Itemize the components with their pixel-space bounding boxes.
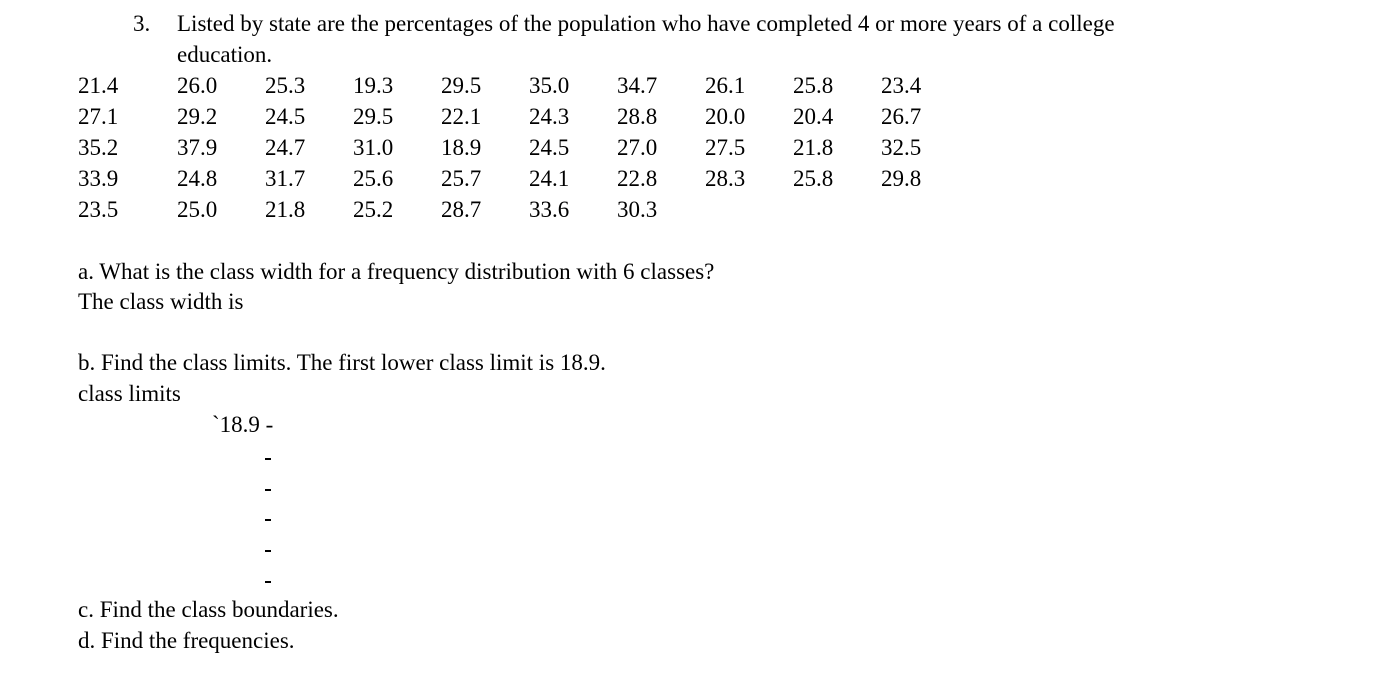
data-row: [78, 101, 969, 132]
data-value: 29.5: [441, 73, 482, 98]
question-text-line-2: education.: [177, 42, 273, 67]
data-value: 25.3: [265, 73, 306, 98]
data-value: 21.8: [265, 197, 306, 222]
data-value: 28.8: [617, 104, 658, 129]
data-value: 29.2: [177, 104, 218, 129]
data-value: 26.1: [705, 73, 746, 98]
data-value: 23.4: [881, 73, 922, 98]
data-value: 24.5: [265, 104, 306, 129]
data-value: 18.9: [441, 135, 482, 160]
data-value: 28.3: [705, 166, 746, 191]
data-value: 31.0: [353, 135, 394, 160]
data-row: [78, 70, 969, 101]
data-value: 27.1: [78, 104, 119, 129]
class-limit-dash: [265, 581, 271, 583]
part-c-question: c. Find the class boundaries.: [78, 597, 339, 622]
data-value: 37.9: [177, 135, 218, 160]
data-value: 26.0: [177, 73, 218, 98]
data-value: 26.7: [881, 104, 922, 129]
data-value: 33.9: [78, 166, 119, 191]
data-value: 23.5: [78, 197, 119, 222]
data-value: 25.8: [793, 166, 834, 191]
data-value: 31.7: [265, 166, 306, 191]
data-value: 21.4: [78, 73, 119, 98]
data-value: 25.7: [441, 166, 482, 191]
data-value: 27.5: [705, 135, 746, 160]
data-value: 24.3: [529, 104, 570, 129]
data-value: 24.8: [177, 166, 218, 191]
part-a-answer-prompt: The class width is: [78, 289, 244, 314]
data-row: [78, 132, 969, 163]
data-value: 20.4: [793, 104, 834, 129]
class-limit-dash: [265, 519, 271, 521]
part-b-question: b. Find the class limits. The first lower class limit is 18.9.: [78, 350, 606, 375]
class-limit-dash: [265, 458, 271, 460]
data-value: 24.1: [529, 166, 570, 191]
data-value: 30.3: [617, 197, 658, 222]
data-value: 24.7: [265, 135, 306, 160]
class-limits-label: class limits: [78, 381, 181, 406]
data-value: 28.7: [441, 197, 482, 222]
data-value: 25.6: [353, 166, 394, 191]
data-value: 34.7: [617, 73, 658, 98]
data-value: 33.6: [529, 197, 570, 222]
data-value: 25.2: [353, 197, 394, 222]
data-value: 35.0: [529, 73, 570, 98]
data-value: 21.8: [793, 135, 834, 160]
class-limit-dash: [265, 550, 271, 552]
class-limit-dash: [265, 489, 271, 491]
question-text-line-1: Listed by state are the percentages of the population who have completed 4 or more years of a college: [177, 11, 1115, 36]
data-value: 25.8: [793, 73, 834, 98]
data-value: 20.0: [705, 104, 746, 129]
data-value: 32.5: [881, 135, 922, 160]
question-number: 3.: [133, 11, 151, 36]
data-value: 22.1: [441, 104, 482, 129]
part-d-question: d. Find the frequencies.: [78, 628, 295, 653]
data-value: 35.2: [78, 135, 119, 160]
data-value: 24.5: [529, 135, 570, 160]
data-value: 22.8: [617, 166, 658, 191]
first-class-limit: `18.9 -: [212, 412, 274, 437]
data-value: 19.3: [353, 73, 394, 98]
data-row: [78, 194, 969, 225]
data-value: 25.0: [177, 197, 218, 222]
data-value: 29.5: [353, 104, 394, 129]
data-value: 27.0: [617, 135, 658, 160]
data-table: [78, 70, 969, 225]
part-a-question: a. What is the class width for a frequency distribution with 6 classes?: [78, 259, 715, 284]
data-row: [78, 163, 969, 194]
data-value: 29.8: [881, 166, 922, 191]
